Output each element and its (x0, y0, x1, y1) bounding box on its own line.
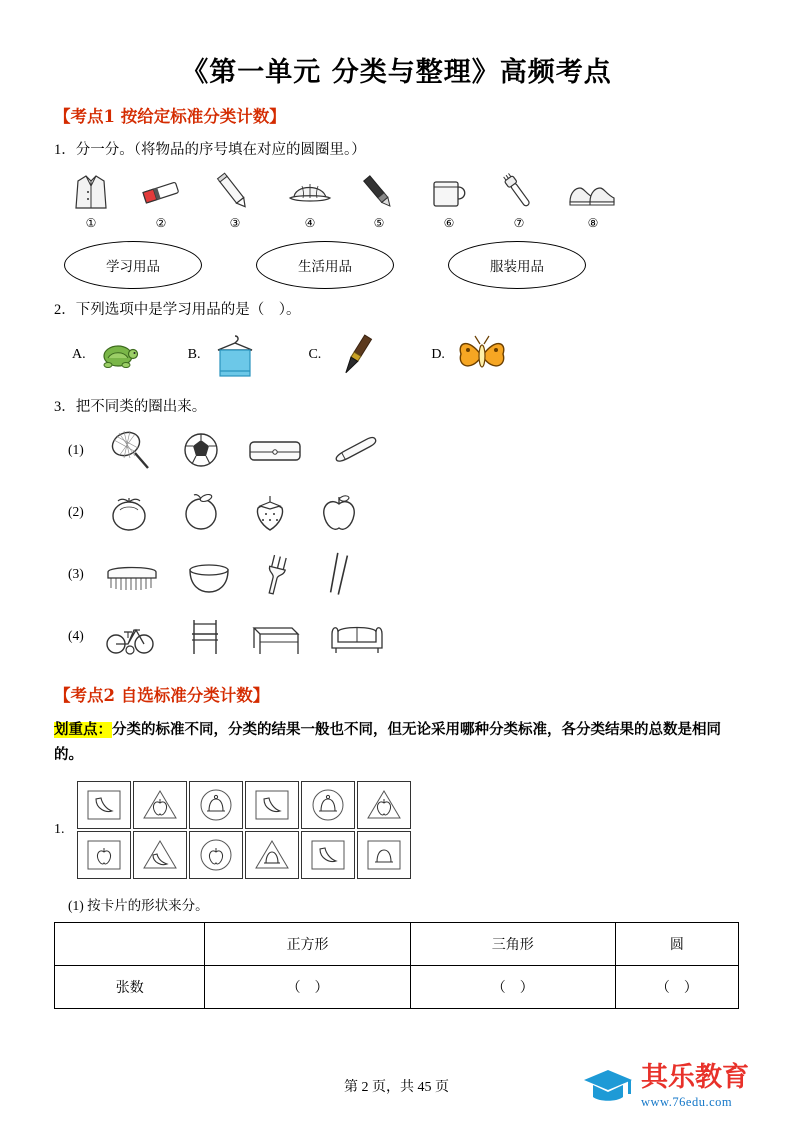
card-square-banana (77, 781, 131, 829)
card-triangle-bell (245, 831, 299, 879)
list-item (210, 168, 260, 231)
table-cell: 张数 (55, 966, 205, 1009)
list-item (494, 168, 544, 231)
bowl-icon (182, 550, 236, 598)
key-point-text: 分类的标准不同，分类的结果一般也不同，但无论采用哪种分类标准，各分类结果的总数是相同的。 (54, 721, 721, 763)
choice-c (308, 330, 385, 380)
item-label: ② (155, 216, 167, 231)
choice-label: D. (431, 347, 445, 363)
chopsticks-icon (316, 550, 362, 598)
brush-icon (102, 550, 162, 598)
pencil-case-icon (244, 426, 306, 474)
table-header-cell (55, 923, 205, 966)
item-label: ⑦ (513, 216, 525, 231)
coat-icon (68, 168, 114, 214)
stool-icon (182, 612, 228, 660)
question-1-text: 1．分一分。（将物品的序号填在对应的圆圈里。） (54, 142, 366, 158)
turtle-icon (94, 338, 142, 372)
list-item (424, 168, 474, 231)
cards-grid (76, 780, 412, 880)
card-circle-apple (189, 831, 243, 879)
table-header-cell: 正方形 (205, 923, 410, 966)
sub-question-label: (1) 按卡片的形状来分。 (68, 898, 209, 914)
list-item (284, 168, 336, 231)
oval-category: 生活用品 (256, 241, 394, 289)
sofa-icon (324, 612, 390, 660)
choice-a (72, 338, 142, 372)
question-3-row-1 (68, 426, 739, 474)
pencil-icon (210, 168, 260, 214)
logo-title: 其乐教育 (641, 1061, 749, 1093)
orange-icon (176, 488, 226, 536)
racket-icon (102, 426, 158, 474)
oval-category: 学习用品 (64, 241, 202, 289)
list-item (562, 168, 624, 231)
table-cell: （ ） (410, 966, 615, 1009)
mug-icon (424, 168, 474, 214)
toothbrush-icon (494, 168, 544, 214)
list-item (68, 168, 114, 231)
graduation-cap-icon (581, 1064, 635, 1108)
row-label: (3) (68, 565, 84, 581)
shoes-icon (562, 168, 624, 214)
card-triangle-banana (133, 831, 187, 879)
bicycle-icon (102, 612, 162, 660)
page-title: 《第一单元 分类与整理》高频考点 (181, 57, 612, 88)
question-1-items (68, 168, 739, 231)
choice-b (188, 330, 263, 380)
butterfly-icon (453, 330, 511, 380)
table-row (55, 966, 739, 1009)
question-3-row-4 (68, 612, 739, 660)
table-header-cell: 三角形 (410, 923, 615, 966)
baseball-bat-icon (326, 426, 384, 474)
key-point-note (54, 718, 739, 769)
question-2-text: 2．下列选项中是学习用品的是（ ）。 (54, 302, 301, 319)
key-point-highlight: 划重点： (54, 721, 112, 738)
hanger-towel-icon (208, 330, 262, 380)
item-label: ③ (229, 216, 241, 231)
question-3-row-2 (68, 488, 739, 536)
cards-row (76, 830, 412, 880)
card-square-banana (301, 831, 355, 879)
choice-label: B. (187, 347, 201, 363)
choice-d (431, 330, 511, 380)
soccer-ball-icon (178, 426, 224, 474)
table-header-cell: 圆 (615, 923, 738, 966)
section-heading-1: 【考点1 按给定标准分类计数】 (54, 107, 286, 126)
pen-icon (354, 168, 404, 214)
classification-table (54, 922, 739, 1009)
cards-row (76, 780, 412, 830)
question-3-row-3 (68, 550, 739, 598)
cards-block (54, 780, 739, 880)
cap-icon (284, 168, 336, 214)
row-label: (2) (68, 503, 84, 519)
question-3-text: 3．把不同类的圈出来。 (54, 399, 207, 416)
apple-icon (314, 488, 364, 536)
strawberry-icon (246, 488, 294, 536)
category-ovals (64, 241, 739, 289)
row-label: (4) (68, 627, 84, 643)
card-square-bell (357, 831, 411, 879)
fountain-pen-icon (329, 330, 385, 380)
card-circle-bell (301, 781, 355, 829)
item-label: ⑧ (587, 216, 599, 231)
card-square-banana (245, 781, 299, 829)
section-heading-2: 【考点2 自选标准分类计数】 (54, 685, 270, 705)
question-2-choices (72, 330, 739, 380)
fork-icon (256, 550, 296, 598)
item-label: ⑥ (443, 216, 455, 231)
item-label: ⑤ (373, 216, 385, 231)
card-triangle-apple (133, 781, 187, 829)
eraser-icon (136, 168, 186, 214)
site-logo (581, 1061, 749, 1109)
choice-label: A. (72, 347, 86, 363)
table-cell: （ ） (615, 966, 738, 1009)
logo-url: www.76edu.com (641, 1094, 733, 1109)
tomato-icon (102, 488, 156, 536)
table-cell: （ ） (205, 966, 410, 1009)
cards-label: 1. (54, 822, 65, 838)
page-footer: 第 2 页，共 45 页 (344, 1080, 449, 1095)
desk-icon (248, 612, 304, 660)
card-triangle-apple (357, 781, 411, 829)
oval-category: 服装用品 (448, 241, 586, 289)
choice-label: C. (308, 347, 322, 363)
table-row (55, 923, 739, 966)
item-label: ① (85, 216, 97, 231)
list-item (136, 168, 186, 231)
card-circle-bell (189, 781, 243, 829)
item-label: ④ (304, 216, 316, 231)
row-label: (1) (68, 441, 84, 457)
list-item (354, 168, 404, 231)
card-square-apple (77, 831, 131, 879)
